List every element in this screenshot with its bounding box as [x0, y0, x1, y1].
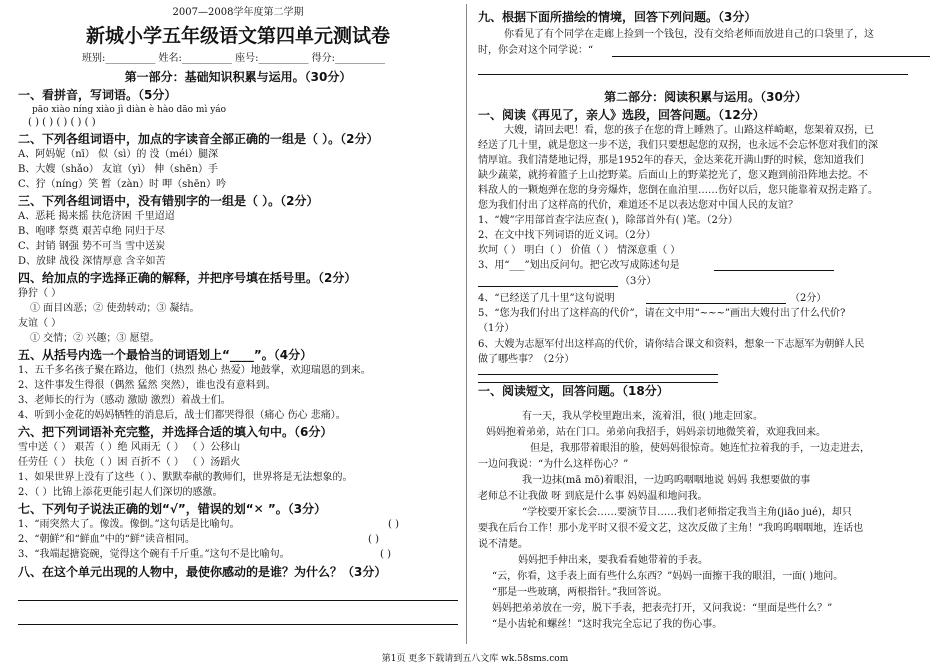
section2-option-c: C、狞（níng）笑 暂（zàn）时 呷（shēn）吟: [18, 179, 227, 190]
term-line: 2007—2008学年度第二学期: [172, 7, 304, 18]
reading1-para-line2: 经送了几十里，就是您这一步不送，我们只要想起您的双拐，也永远不会忘怀您对我们的深: [478, 140, 878, 151]
section1-blanks: ( ) ( ) ( ) ( ) ( ): [28, 117, 96, 128]
section9-title: 九、根据下面所描绘的情境，回答下列问题。（3分）: [478, 10, 757, 24]
part1-heading: 第一部分：基础知识积累与运用。（30分）: [124, 70, 352, 84]
answer-line: [714, 270, 834, 271]
answer-line: [646, 303, 786, 304]
reading2-line13: 妈妈把弟弟放在一旁，脱下手表，把表壳打开，又问我说：“里面是些什么？”: [492, 603, 833, 614]
section6-line2: 2、（ ）比锦上添花更能引起人们深切的感激。: [18, 487, 223, 498]
reading2-line6: 老师总不让我做 呀 到底是什么事 妈妈温和地问我。: [478, 491, 708, 502]
reading1-question3-score: （3分）: [620, 276, 657, 287]
section4-word2: 友谊（ ）: [18, 318, 62, 329]
section7-paren1: ( ): [388, 519, 399, 530]
reading1-para-line5: 料敌人的一颗炮弹在您的身旁爆炸，您倒在血泊里……伤好以后，您只能靠着双拐走路了。: [478, 185, 878, 196]
reading1-para-line6: 您为我们付出了这样高的代价，难道还不足以表达您对中国人民的友谊？: [478, 200, 798, 211]
reading2-line9: 说不清楚。: [478, 539, 528, 550]
section5-line4: 4、听到小金花的妈妈牺牲的消息后，战士们都哭得很（痛心 伤心 悲痛）。: [18, 410, 346, 421]
reading2-line8: 要我在后台工作！那小龙平时又很不爱文艺，这次反做了主角！”我呜呜咽咽地，连话也: [478, 523, 864, 534]
reading2-line3: 但是，我那带着眼泪的脸，使妈妈很惊奇。她连忙拉着我的手，一边走进去，: [530, 443, 870, 454]
section6-row2: 任劳任（ ） 扶危（ ）困 百折不（ ） （ ）汤蹈火: [18, 457, 241, 468]
reading1-question3: 3、用“___”划出反问句。把它改写成陈述句是: [478, 260, 680, 271]
reading1-question5-score: （1分）: [478, 323, 515, 334]
section1-title: 一、看拼音，写词语。（5分）: [18, 88, 177, 102]
answer-line: [478, 374, 718, 375]
section3-title: 三、下列各组词语中，没有错别字的一组是（ ）。（2分）: [18, 194, 319, 208]
reading2-line10: 妈妈把手伸出来，要我看看她带着的手表。: [518, 555, 708, 566]
section4-title: 四、给加点的字选择正确的解释，并把序号填在括号里。（2分）: [18, 271, 357, 285]
page-footer: 第1页 更多下载请到五八文库 wk.58sms.com: [381, 654, 569, 664]
page-title: 新城小学五年级语文第四单元测试卷: [85, 25, 390, 47]
reading1-para-line4: 缺少蔬菜，就挎着篮子上山挖野菜。后面山上的野菜挖光了，您又跑到前沿阵地去挖。不: [478, 170, 868, 181]
reading2-line4: 一边问我说：“为什么这样伤心？”: [478, 459, 629, 470]
section3-option-d: D、放肆 战役 深情厚意 含辛如苦: [18, 256, 166, 267]
section5-title: 五、从括号内选一个最恰当的词语划上“____”。（4分）: [18, 348, 313, 362]
reading1-question6: 6、大嫂为志愿军付出这样高的代价，请你结合课文和资料，想象一下志愿军为朝鲜人民: [478, 339, 865, 350]
section5-line2: 2、这件事发生得很（偶然 猛然 突然），谁也没有意料到。: [18, 380, 276, 391]
section3-option-b: B、咆哮 祭奠 艰苦卓绝 同归于尽: [18, 226, 165, 237]
section7-line3: 3、“我端起搪瓷碗，觉得这个碗有千斤重。”这句不是比喻句。: [18, 549, 290, 560]
answer-line: [478, 74, 908, 75]
section9-line1: 你看见了有个同学在走廊上捡到一个钱包，没有交给老师而放进自己的口袋里了，这: [504, 29, 874, 40]
reading1-question6-cont: 做了哪些事？（2分）: [478, 354, 575, 365]
answer-line: [18, 624, 458, 625]
section7-paren3: ( ): [380, 549, 391, 560]
reading2-line2: 妈妈抱着弟弟，站在门口。弟弟向我招手，妈妈亲切地微笑着，欢迎我回来。: [486, 427, 826, 438]
reading2-title: 一、阅读短文，回答问题。（18分）: [478, 384, 669, 398]
reading2-line5: 我一边抹(mā mō)着眼泪，一边呜呜咽咽地说 妈妈 我想要做的事: [522, 475, 811, 486]
section7-paren2: ( ): [368, 534, 379, 545]
reading2-line14: “是小齿轮和螺丝！”这时我完全忘记了我的伤心事。: [492, 619, 723, 630]
section4-options1: ① 面目凶恶；② 使劲转动；③ 凝结。: [30, 303, 200, 314]
reading2-line11: “云，你看，这手表上面有些什么东西？”妈妈一面擦干我的眼泪，一面( )地问。: [492, 571, 844, 582]
section6-title: 六、把下列词语补充完整，并选择合适的填入句中。（6分）: [18, 425, 333, 439]
section5-line3: 3、老师长的行为（感动 激励 激烈）着战士们。: [18, 395, 231, 406]
reading1-question5: 5、“您为我们付出了这样高的代价”，请在文中用“~~~”画出大嫂付出了什么代价?: [478, 308, 846, 319]
reading1-question1: 1、“嫂”字用部首查字法应查( )，除部首外有( )笔。（2分）: [478, 215, 738, 226]
section4-options2: ① 交情；② 兴趣；③ 愿望。: [30, 333, 160, 344]
section7-line1: 1、“雨突然大了。像泼。像倒。”这句话是比喻句。: [18, 519, 240, 530]
reading2-line1: 有一天，我从学校里跑出来，流着泪，很( )地走回家。: [522, 411, 763, 422]
section2-option-a: A、阿妈妮（nī） 似（sì）的 没（méi）腿深: [18, 149, 219, 160]
column-divider: [466, 4, 467, 644]
section3-option-a: A、恶耗 揭来摇 扶危济困 千里迢迢: [18, 211, 175, 222]
section2-title: 二、下列各组词语中，加点的字读音全部正确的一组是（ ）。（2分）: [18, 132, 379, 146]
section7-title: 七、下列句子说法正确的划“√”，错误的划“✕ ”。（3分）: [18, 502, 327, 516]
reading1-question4-score: （2分）: [790, 293, 827, 304]
section1-pinyin: pāo xiào níng xiào jì diàn è hào dāo mì yáo: [32, 105, 227, 115]
section7-line2: 2、“朝鲜”和“鲜血”中的“鲜”读音相同。: [18, 534, 196, 545]
answer-line: [612, 56, 930, 57]
reading1-question2-words: 坎坷（ ） 明白（ ） 价值（ ） 情深意重（ ）: [478, 245, 681, 256]
part2-heading: 第二部分：阅读积累与运用。（30分）: [604, 90, 807, 104]
student-info-line: 班别:__________ 姓名:__________ 座号:__________ 得分:__________: [82, 53, 386, 64]
section9-line2: 时，你会对这个同学说：“: [478, 45, 594, 56]
reading1-question2: 2、在文中找下列词语的近义词。（2分）: [478, 230, 656, 241]
answer-line: [18, 600, 458, 601]
answer-line: [478, 286, 618, 287]
reading1-question4: 4、“已经送了几十里”这句说明: [478, 293, 615, 304]
section3-option-c: C、封销 钢强 势不可当 雪中送炭: [18, 241, 166, 252]
section2-option-b: B、大嫂（shǎo） 友谊（yì） 伸（shēn）手: [18, 164, 219, 175]
reading1-title: 一、阅读《再见了，亲人》选段，回答问题。（12分）: [478, 108, 765, 122]
reading2-line7: “学校要开家长会……要演节目……我们老师指定我当主角(jiāo jué)，却只: [522, 507, 852, 518]
reading1-para-line3: 情厚谊。我们清楚地记得，那是1952年的春天，金达莱花开满山野的时候，您知道我们: [478, 155, 864, 166]
section6-line1: 1、如果世界上没有了这些（ ）、默默奉献的教师们，世界将是无法想象的。: [18, 472, 353, 483]
section8-title: 八、在这个单元出现的人物中，最使你感动的是谁？为什么？（3分）: [18, 565, 387, 579]
section5-line1: 1、五千多名孩子聚在路边，他们（热烈 热心 热爱）地鼓掌，欢迎瑞恩的到来。: [18, 365, 371, 376]
answer-line: [478, 382, 718, 383]
reading2-line12: “那是一些玻璃，两根指针。”我回答说。: [492, 587, 668, 598]
reading1-para-line1: 大嫂，请回去吧！看，您的孩子在您的背上睡熟了。山路这样崎岖，您架着双拐，已: [504, 125, 874, 136]
section6-row1: 雪中送（ ） 艰苦（ ）绝 风雨无（ ） （ ）公移山: [18, 442, 241, 453]
section4-word1: 狰狞（ ）: [18, 288, 62, 299]
